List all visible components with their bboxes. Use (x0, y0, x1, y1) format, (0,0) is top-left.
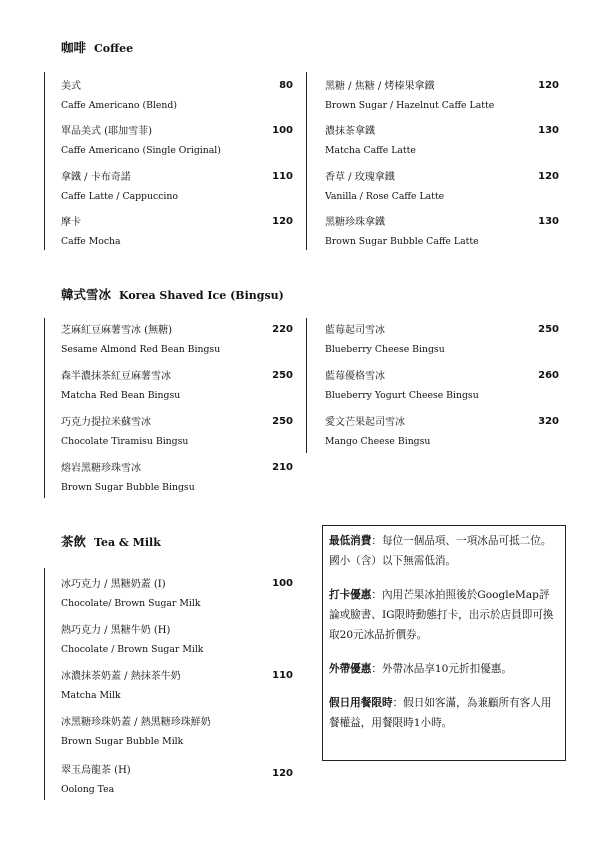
menu-item (61, 125, 291, 157)
tea-left-column (44, 568, 293, 800)
item-name-zh: 黑糖珍珠拿鐵 (325, 217, 385, 228)
item-price: 100 (272, 578, 293, 589)
item-name-zh: 美式 (61, 81, 81, 92)
item-name-en: Chocolate/ Brown Sugar Milk (61, 598, 201, 609)
policy-label: 打卡優惠 (329, 589, 372, 601)
item-name-zh: 藍莓優格雪冰 (325, 371, 385, 382)
item-name-zh: 冰黑糖珍珠奶蓋 / 熱黑糖珍珠鮮奶 (61, 717, 211, 728)
item-name-en: Blueberry Yogurt Cheese Bingsu (325, 390, 479, 401)
item-price: 120 (538, 80, 559, 91)
item-name-zh: 愛文芒果起司雪冰 (325, 417, 405, 428)
item-name-en: Brown Sugar Bubble Milk (61, 736, 184, 747)
item-name-zh: 芝麻紅豆麻薯雪冰 (無糖) (61, 325, 172, 336)
menu-item (61, 216, 291, 248)
item-name-zh: 單品美式 (耶加雪菲) (61, 126, 152, 137)
menu-item (325, 416, 557, 448)
item-price: 210 (272, 462, 293, 473)
menu-item (61, 171, 291, 203)
item-price: 120 (538, 171, 559, 182)
item-name-en: Matcha Caffe Latte (325, 145, 416, 156)
section-title-coffee (61, 38, 133, 56)
item-name-zh: 藍莓起司雪冰 (325, 325, 385, 336)
item-name-en: Matcha Red Bean Bingsu (61, 390, 181, 401)
menu-item (325, 324, 557, 356)
item-name-zh: 翠玉烏龍茶 (H) (61, 765, 131, 776)
policy-takeout-offer (329, 659, 559, 679)
store-policy-box (322, 525, 566, 761)
policy-text: ：每位一個品項、一項冰品可抵二位。國小（含）以下無需低消。 (329, 535, 552, 567)
menu-item (61, 416, 291, 448)
item-name-zh: 森半濃抹茶紅豆麻薯雪冰 (61, 371, 171, 382)
item-price: 120 (272, 216, 293, 227)
item-name-en: Brown Sugar Bubble Caffe Latte (325, 236, 479, 247)
menu-item (61, 764, 291, 796)
item-name-en: Caffe Americano (Blend) (61, 100, 177, 111)
coffee-left-column (44, 72, 293, 250)
item-price: 130 (538, 125, 559, 136)
item-price: 110 (272, 670, 293, 681)
policy-label: 外帶優惠 (329, 663, 372, 675)
item-name-zh: 濃抹茶拿鐵 (325, 126, 375, 137)
item-name-en: Chocolate / Brown Sugar Milk (61, 644, 204, 655)
item-price: 220 (272, 324, 293, 335)
menu-item (61, 578, 291, 610)
menu-item (325, 216, 557, 248)
menu-item (61, 462, 291, 494)
item-price: 100 (272, 125, 293, 136)
menu-item (325, 125, 557, 157)
section-title-en: Tea & Milk (94, 536, 161, 549)
menu-item (325, 80, 557, 112)
item-name-en: Chocolate Tiramisu Bingsu (61, 436, 189, 447)
menu-item (61, 80, 291, 112)
item-price: 120 (272, 768, 293, 779)
bingsu-left-column (44, 318, 293, 498)
menu-item (325, 370, 557, 402)
section-title-zh: 茶飲 (61, 534, 87, 549)
item-price: 320 (538, 416, 559, 427)
menu-item (61, 670, 291, 702)
policy-holiday-time-limit (329, 693, 559, 733)
item-price: 260 (538, 370, 559, 381)
item-name-en: Sesame Almond Red Bean Bingsu (61, 344, 221, 355)
section-title-en: Coffee (94, 42, 134, 55)
section-title-zh: 咖啡 (61, 40, 87, 55)
item-name-en: Caffe Mocha (61, 236, 121, 247)
item-price: 130 (538, 216, 559, 227)
item-name-en: Caffe Americano (Single Original) (61, 145, 221, 156)
item-name-zh: 黑糖 / 焦糖 / 烤榛果拿鐵 (325, 81, 435, 92)
menu-item (61, 716, 291, 748)
item-price: 80 (279, 80, 293, 91)
section-title-tea (61, 532, 161, 550)
bingsu-right-column (306, 318, 557, 453)
policy-label: 假日用餐限時 (329, 697, 393, 709)
item-name-zh: 冰濃抹茶奶蓋 / 熱抹茶牛奶 (61, 671, 181, 682)
item-name-zh: 拿鐵 / 卡布奇諾 (61, 172, 131, 183)
section-title-bingsu (61, 285, 284, 303)
item-name-en: Caffe Latte / Cappuccino (61, 191, 178, 202)
item-name-en: Oolong Tea (61, 784, 115, 795)
item-name-zh: 熔岩黑糖珍珠雪冰 (61, 463, 141, 474)
item-name-en: Blueberry Cheese Bingsu (325, 344, 445, 355)
policy-text: ：內用芒果冰拍照後於GoogleMap評論或臉書、IG限時動態打卡，出示於店員即可換取20元冰品折價券。 (329, 589, 554, 641)
section-title-en: Korea Shaved Ice (Bingsu) (119, 289, 284, 302)
item-name-zh: 巧克力提拉米蘇雪冰 (61, 417, 151, 428)
item-name-zh: 冰巧克力 / 黑糖奶蓋 (I) (61, 579, 166, 590)
menu-item (61, 370, 291, 402)
item-price: 250 (272, 370, 293, 381)
item-name-en: Matcha Milk (61, 690, 121, 701)
item-price: 250 (538, 324, 559, 335)
item-name-zh: 熱巧克力 / 黑糖牛奶 (H) (61, 625, 171, 636)
menu-item (61, 324, 291, 356)
item-name-en: Brown Sugar Bubble Bingsu (61, 482, 195, 493)
item-name-en: Brown Sugar / Hazelnut Caffe Latte (325, 100, 495, 111)
item-name-en: Mango Cheese Bingsu (325, 436, 431, 447)
item-price: 250 (272, 416, 293, 427)
policy-minimum-spend (329, 531, 559, 571)
policy-text: ：外帶冰品享10元折扣優惠。 (371, 663, 512, 675)
coffee-right-column (306, 72, 557, 250)
item-price: 110 (272, 171, 293, 182)
item-name-en: Vanilla / Rose Caffe Latte (325, 191, 445, 202)
policy-label: 最低消費 (329, 535, 372, 547)
menu-item (61, 624, 291, 656)
policy-checkin-offer (329, 585, 559, 645)
section-title-zh: 韓式雪冰 (61, 287, 112, 302)
menu-item (325, 171, 557, 203)
item-name-zh: 香草 / 玫瑰拿鐵 (325, 172, 395, 183)
policy-text: ：假日如客滿，為兼顧所有客人用餐權益，用餐限時1小時。 (329, 697, 552, 729)
item-name-zh: 摩卡 (61, 217, 81, 228)
